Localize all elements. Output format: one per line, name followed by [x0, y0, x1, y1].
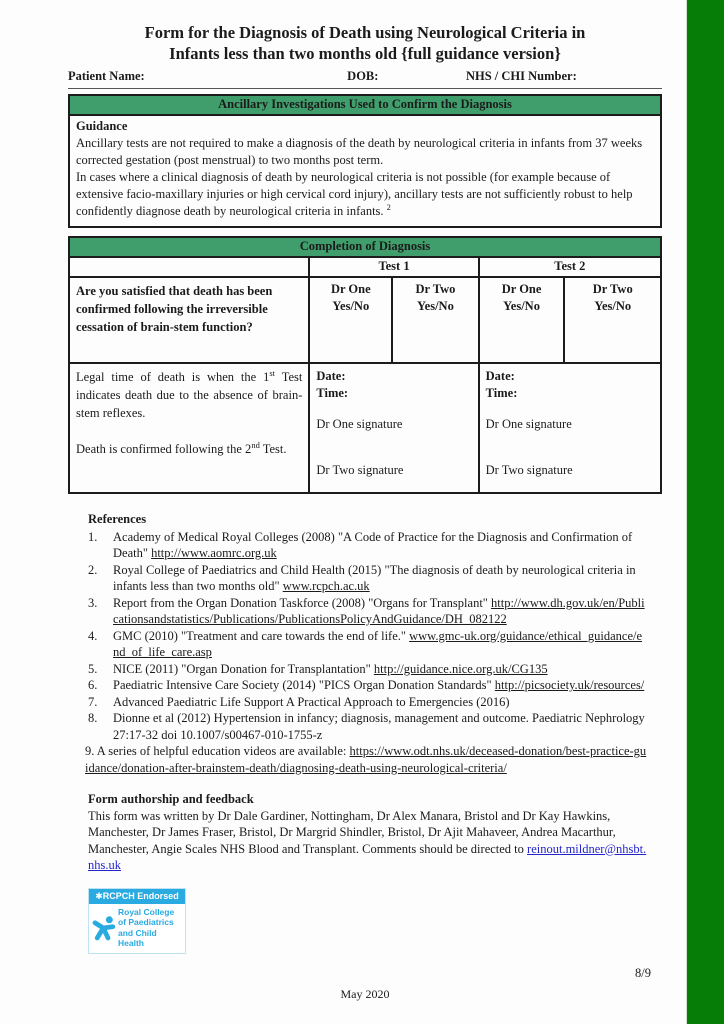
reference-link[interactable]: www.rcpch.ac.uk	[282, 579, 370, 593]
yes-no-label: Yes/No	[594, 299, 632, 313]
reference-text: Royal College of Paediatrics and Child Health (2015) "The diagnosis of death by neurological criteria in infants less than two months old" www.rcpch.ac.uk	[113, 562, 636, 593]
references-heading: References	[88, 512, 147, 526]
reference-number: 1.	[88, 529, 98, 544]
test2-dr-two-answer-cell[interactable]	[564, 277, 661, 363]
guidance-paragraph-2	[76, 169, 654, 220]
patient-info-row	[68, 69, 662, 89]
yes-no-label: Yes/No	[332, 299, 370, 313]
list-item	[88, 661, 648, 678]
reference-link[interactable]: http://www.dh.gov.uk/en/Publicationsandstatistics/Publications/PublicationsPolicyAndGuidance/DH_082122	[113, 595, 645, 626]
list-item	[88, 694, 648, 711]
completion-section-header: Completion of Diagnosis	[69, 237, 661, 257]
list-item	[88, 710, 648, 743]
reference-text: Academy of Medical Royal Colleges (2008) "A Code of Practice for the Diagnosis and Confirmation of Death" http://www.aomrc.org.uk	[113, 529, 633, 560]
reference-link[interactable]: www.gmc-uk.org/guidance/ethical_guidance/end_of_life_care.asp	[113, 628, 643, 659]
dr-two-label: Dr Two	[592, 282, 633, 296]
yes-no-label: Yes/No	[503, 299, 540, 313]
nhs-chi-number-label: NHS / CHI Number:	[465, 69, 577, 83]
reference-number: 2.	[88, 562, 98, 577]
feedback-email-link[interactable]: reinout.mildner@nhsbt.nhs.uk	[88, 841, 647, 872]
test1-date-signature-cell[interactable]	[309, 363, 478, 493]
list-item	[88, 595, 648, 628]
guidance-footnote-marker: 2	[386, 201, 391, 212]
time-label: Time:	[316, 386, 349, 400]
list-item	[88, 529, 648, 562]
rcpch-endorsed-label: RCPCH Endorsed	[102, 890, 179, 901]
patient-name-label: Patient Name:	[68, 69, 145, 83]
reference-text: A series of helpful education videos are available: https://www.odt.nhs.uk/deceased-donation/best-practice-guidance/donation-after-brainstem-death/diagnosing-death-using-neurological-criteria/	[85, 744, 647, 775]
reference-text: Report from the Organ Donation Taskforce (2008) "Organs for Transplant" http://www.dh.gov.uk/en/Publicationsandstatistics/Publications/PublicationsPolicyAndGuidance/DH_082122	[113, 595, 645, 626]
ordinal-superscript: st	[269, 367, 276, 378]
test1-dr-one-answer-cell[interactable]	[309, 277, 392, 363]
page-number: 8/9	[635, 965, 651, 980]
test2-date-signature-cell[interactable]	[479, 363, 661, 493]
list-item	[88, 677, 648, 694]
rcpch-name: Royal College of Paediatrics and Child Health	[118, 906, 175, 948]
references-section	[85, 511, 648, 776]
diagnosis-question: Are you satisfied that death has been confirmed following the irreversible cessation of brain-stem function?	[69, 277, 309, 363]
rcpch-endorsement-logo	[88, 888, 186, 954]
reference-text: GMC (2010) "Treatment and care towards the end of life." www.gmc-uk.org/guidance/ethical_guidance/end_of_life_care.asp	[113, 628, 643, 659]
test2-dr-one-answer-cell[interactable]	[479, 277, 565, 363]
rcpch-endorsed-band	[89, 889, 185, 904]
empty-corner-cell	[69, 257, 309, 277]
ancillary-section-header: Ancillary Investigations Used to Confirm the Diagnosis	[68, 94, 662, 116]
page-title	[68, 22, 662, 64]
title-line-1: Form for the Diagnosis of Death using Neurological Criteria in	[144, 23, 586, 42]
authorship-paragraph	[88, 808, 648, 874]
dr-two-signature-label: Dr Two signature	[316, 463, 404, 477]
authorship-section	[88, 791, 648, 874]
title-line-2: Infants less than two months old {full guidance version}	[169, 44, 561, 63]
reference-number: 8.	[88, 711, 98, 725]
reference-link[interactable]: http://picsociety.uk/resources/	[494, 678, 645, 692]
list-item	[88, 562, 648, 595]
dr-one-label: Dr One	[501, 282, 542, 296]
legal-note-paragraph-1: Legal time of death is when the 1st Test indicates death due to the absence of brain-stem reflexes.	[76, 367, 303, 420]
reference-number: 5.	[88, 661, 98, 676]
reference-link[interactable]: https://www.odt.nhs.uk/deceased-donation/best-practice-guidance/donation-after-brainstem-death/diagnosing-death-using-neurological-criteria/	[85, 744, 647, 775]
reference-text: Dionne et al (2012) Hypertension in infancy; diagnosis, management and outcome. Paediatric Nephrology 27:17-32 doi 10.1007/s00467-010-1755-z	[113, 711, 645, 742]
dr-two-signature-label: Dr Two signature	[485, 463, 573, 477]
reference-link[interactable]: http://guidance.nice.org.uk/CG135	[373, 661, 548, 676]
test2-header: Test 2	[479, 257, 661, 277]
test1-dr-two-answer-cell[interactable]	[392, 277, 478, 363]
dr-one-signature-label: Dr One signature	[485, 417, 572, 431]
references-list	[85, 529, 648, 777]
guidance-heading: Guidance	[76, 119, 128, 133]
reference-link[interactable]: http://www.aomrc.org.uk	[151, 546, 277, 560]
page-side-green-strip	[686, 0, 724, 1024]
test1-header: Test 1	[309, 257, 478, 277]
date-label: Date:	[485, 369, 515, 383]
guidance-box	[68, 116, 662, 228]
authorship-heading: Form authorship and feedback	[88, 792, 254, 806]
reference-number: 7.	[88, 694, 98, 709]
reference-number: 9.	[85, 744, 95, 758]
reference-number: 4.	[88, 628, 98, 643]
list-item	[85, 743, 648, 776]
guidance-paragraph-2-text: In cases where a clinical diagnosis of death by neurological criteria is not possible (for example because of extensive facio-maxillary injuries or high cervical cord injury), ancillary tests are not sufficiently robust to help confidently diagnose death by neurological criteria in infants.	[76, 170, 633, 218]
star-icon: ✱	[95, 890, 103, 901]
page-content	[68, 22, 662, 1002]
dr-one-signature-label: Dr One signature	[316, 417, 403, 431]
reference-text: NICE (2011) "Organ Donation for Transplantation" http://guidance.nice.org.uk/CG135	[113, 661, 548, 676]
legal-note-paragraph-2: Death is confirmed following the 2nd Test.	[76, 439, 287, 456]
time-label: Time:	[485, 386, 518, 400]
reference-number: 6.	[88, 678, 98, 692]
legal-time-of-death-note	[69, 363, 309, 493]
guidance-paragraph-1: Ancillary tests are not required to make a diagnosis of the death by neurological criteria in infants from 37 weeks corrected gestation (post menstrual) to two months post term.	[76, 136, 643, 167]
dr-one-label: Dr One	[330, 282, 371, 296]
rcpch-logo-body	[89, 904, 185, 953]
ordinal-superscript: nd	[251, 439, 260, 450]
reference-text: Paediatric Intensive Care Society (2014) "PICS Organ Donation Standards" http://picsociety.uk/resources/	[113, 678, 645, 692]
dob-label: DOB:	[347, 69, 379, 83]
dr-two-label: Dr Two	[415, 282, 456, 296]
footer-date: May 2020	[340, 986, 390, 1001]
reference-text: Advanced Paediatric Life Support A Practical Approach to Emergencies (2016)	[113, 694, 510, 709]
authorship-text: This form was written by Dr Dale Gardiner, Nottingham, Dr Alex Manara, Bristol and Dr Kay Hawkins, Manchester, Dr James Fraser, Bristol, Dr Margrid Shindler, Bristol, Dr Ajit Mahaveer, Andrea Macarthur, Manchester, Angie Scales NHS Blood and Transplant. Comments should be directed to	[88, 808, 616, 856]
completion-of-diagnosis-table	[68, 236, 662, 494]
list-item	[88, 628, 648, 661]
yes-no-label: Yes/No	[417, 299, 454, 313]
reference-number: 3.	[88, 595, 98, 610]
date-label: Date:	[316, 369, 346, 383]
rcpch-figure-icon	[92, 914, 118, 942]
